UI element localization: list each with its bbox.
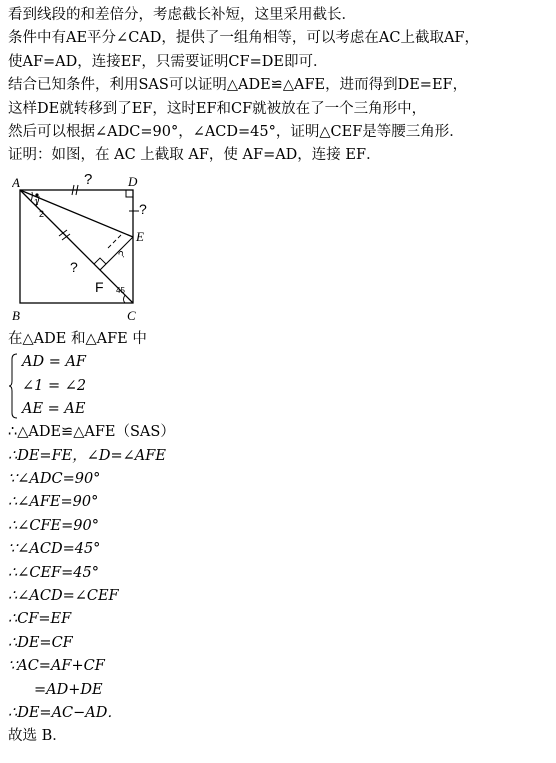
- proof-step: ∴∠AFE=90°: [8, 494, 99, 511]
- analysis-line: 条件中有AE平分∠CAD，提供了一组角相等，可以考虑在AC上截取AF，: [8, 30, 479, 47]
- proof-step: ∴DE=AC−AD．: [8, 704, 122, 721]
- document-body: [8, 4, 548, 749]
- vertex-label-b: B: [12, 307, 20, 323]
- system-line: AD = AF: [22, 354, 86, 371]
- analysis-section: [8, 4, 548, 168]
- angle-arc-1: [31, 192, 32, 201]
- proof-step: ∴CF=EF: [8, 611, 72, 628]
- question-mark: ?: [70, 258, 78, 275]
- proof-step: ∴∠CEF=45°: [8, 564, 99, 581]
- proof-step: ∴△ADE≌△AFE（SAS）: [8, 424, 175, 441]
- right-angle-mark-f: [94, 258, 106, 264]
- proof-intro: 在△ADE 和△AFE 中: [8, 330, 147, 347]
- analysis-line: 结合已知条件，利用SAS可以证明△ADE≌△AFE，进而得到DE=EF，: [8, 77, 468, 94]
- question-mark: ?: [139, 200, 147, 217]
- proof-step: ∴∠ACD=∠CEF: [8, 588, 119, 605]
- analysis-line: 证明：如图，在 AC 上截取 AF，使 AF=AD，连接 EF．: [8, 147, 381, 164]
- angle-label-45: 45: [116, 285, 125, 295]
- angle-label-1: 1: [34, 197, 39, 207]
- proof-step: ∵∠ADC=90°: [8, 471, 101, 488]
- proof-step: =AD+DE: [34, 681, 103, 698]
- question-mark: ?: [84, 173, 93, 188]
- vertex-label-f: F: [95, 278, 104, 295]
- vertex-label-d: D: [128, 173, 138, 189]
- question-mark: ?: [116, 248, 128, 261]
- dashed-mark: [108, 235, 121, 248]
- point-marker: [35, 193, 38, 196]
- proof-step: ∴∠CFE=90°: [8, 517, 99, 534]
- proof-step: ∵AC=AF+CF: [8, 658, 105, 675]
- system-line: AE = AE: [22, 400, 86, 417]
- analysis-line: 然后可以根据∠ADC=90°，∠ACD=45°，证明△CEF是等腰三角形．: [8, 123, 464, 140]
- angle-arc-45: [124, 295, 126, 303]
- vertex-label-c: C: [127, 307, 136, 323]
- proof-step: ∵∠ACD=45°: [8, 541, 101, 558]
- equation-system: [8, 351, 548, 421]
- system-line: ∠1 = ∠2: [22, 377, 87, 394]
- vertex-label-a: A: [12, 174, 20, 190]
- proof-step: ∴DE=FE，∠D=∠AFE: [8, 447, 166, 464]
- analysis-line: 使AF=AD，连接EF，只需要证明CF=DE即可．: [8, 53, 328, 70]
- right-angle-mark-d: [126, 190, 133, 197]
- geometry-figure: [12, 174, 162, 326]
- left-brace: [8, 353, 18, 419]
- angle-label-2: 2: [39, 208, 45, 219]
- analysis-line: 这样DE就转移到了EF，这时EF和CF就被放在了一个三角形中，: [8, 100, 427, 117]
- analysis-line: 看到线段的和差倍分，考虑截长补短，这里采用截长．: [8, 7, 356, 23]
- square-diagram: [12, 174, 162, 326]
- proof-section: [8, 328, 548, 749]
- proof-conclusion: 故选 B．: [8, 728, 67, 745]
- vertex-label-e: E: [136, 228, 144, 244]
- proof-step: ∴DE=CF: [8, 634, 73, 651]
